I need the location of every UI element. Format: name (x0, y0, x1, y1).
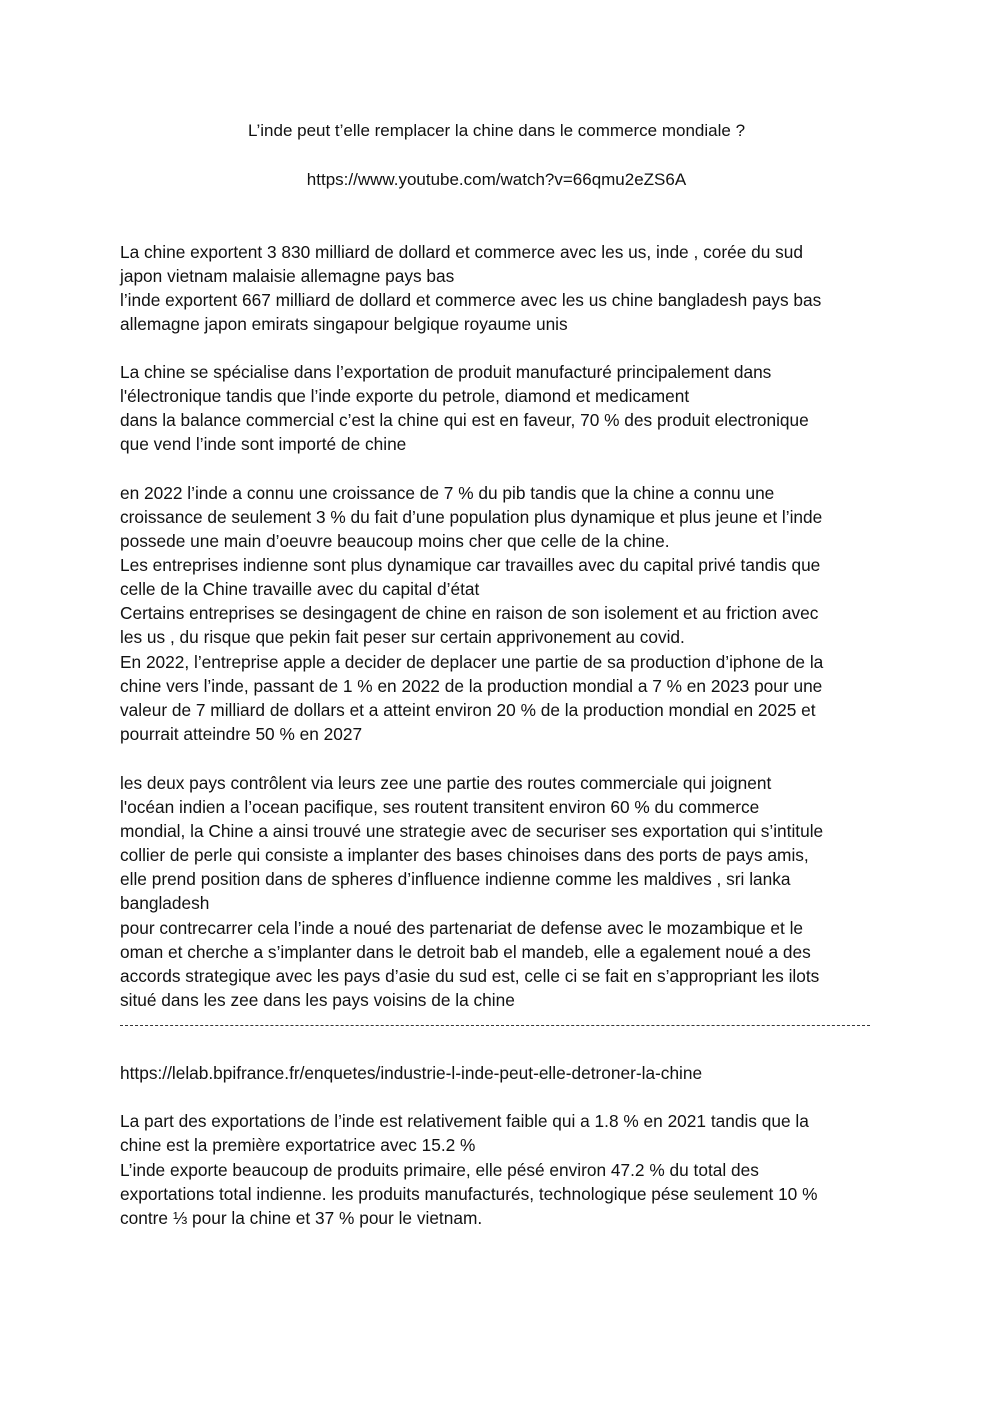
paragraph-line: dans la balance commercial c’est la chine qui est en faveur, 70 % des produit electronique (120, 410, 809, 430)
paragraph-line: les deux pays contrôlent via leurs zee une partie des routes commerciale qui joignent (120, 773, 772, 793)
paragraph-line: exportations total indienne. les produits manufacturés, technologique pése seulement 10 % (120, 1184, 818, 1204)
paragraph-line: les us , du risque que pekin fait peser sur certain apprivonement au covid. (120, 627, 685, 647)
paragraph-line: La chine se spécialise dans l’exportation de produit manufacturé principalement dans (120, 362, 772, 382)
paragraph-line: valeur de 7 milliard de dollars et a atteint environ 20 % de la production mondial en 2025 et (120, 700, 816, 720)
paragraph-line: L’inde exporte beaucoup de produits primaire, elle pésé environ 47.2 % du total des (120, 1160, 759, 1180)
paragraph-line: l'océan indien a l’ocean pacifique, ses routent transitent environ 60 % du commerce (120, 797, 760, 817)
paragraph-line: mondial, la Chine a ainsi trouvé une strategie avec de securiser ses exportation qui s’intitule (120, 821, 824, 841)
paragraph-line: celle de la Chine travaille avec du capital d’état (120, 579, 480, 599)
document-title: L’inde peut t’elle remplacer la chine dans le commerce mondiale ? (247, 121, 746, 140)
paragraph-line: bangladesh (120, 893, 210, 913)
paragraph-line: La chine exportent 3 830 milliard de dollard et commerce avec les us, inde , corée du sud (120, 242, 803, 262)
paragraph-line: l’inde exportent 667 milliard de dollard et commerce avec les us chine bangladesh pays bas (120, 290, 822, 310)
section-divider (120, 1025, 870, 1027)
paragraph-line: La part des exportations de l’inde est relativement faible qui a 1.8 % en 2021 tandis que la (120, 1111, 809, 1131)
paragraph-line: situé dans les zee dans les pays voisins de la chine (120, 990, 515, 1010)
paragraph-line: elle prend position dans de spheres d’influence indienne comme les maldives , sri lanka (120, 869, 791, 889)
paragraph-line: Les entreprises indienne sont plus dynamique car travailles avec du capital privé tandis que (120, 555, 821, 575)
paragraph-line: croissance de seulement 3 % du fait d’une population plus dynamique et plus jeune et l’inde (120, 507, 823, 527)
paragraph-line: chine vers l’inde, passant de 1 % en 2022 de la production mondial a 7 % en 2023 pour une (120, 676, 823, 696)
paragraph-line: Certains entreprises se desingagent de chine en raison de son isolement et au friction avec (120, 603, 819, 623)
paragraph-line: accords strategique avec les pays d’asie du sud est, celle ci se fait en s’appropriant les ilots (120, 966, 820, 986)
bpifrance-link[interactable]: https://lelab.bpifrance.fr/enquetes/industrie-l-inde-peut-elle-detroner-la-chine (120, 1063, 703, 1083)
paragraph-line: japon vietnam malaisie allemagne pays bas (120, 266, 455, 286)
paragraph-line: pour contrecarrer cela l’inde a noué des partenariat de defense avec le mozambique et le (120, 918, 804, 938)
paragraph-line: oman et cherche a s’implanter dans le detroit bab el mandeb, elle a egalement noué a des (120, 942, 811, 962)
youtube-link[interactable]: https://www.youtube.com/watch?v=66qmu2eZS6A (306, 170, 687, 189)
paragraph-line: l'électronique tandis que l’inde exporte du petrole, diamond et medicament (120, 386, 690, 406)
paragraph-line: contre ⅓ pour la chine et 37 % pour le vietnam. (120, 1208, 483, 1228)
paragraph-line: collier de perle qui consiste a implanter des bases chinoises dans des ports de pays amis, (120, 845, 809, 865)
paragraph-line: pourrait atteindre 50 % en 2027 (120, 724, 363, 744)
paragraph-line: allemagne japon emirats singapour belgique royaume unis (120, 314, 568, 334)
paragraph-line: possede une main d’oeuvre beaucoup moins cher que celle de la chine. (120, 531, 670, 551)
paragraph-line: en 2022 l’inde a connu une croissance de 7 % du pib tandis que la chine a connu une (120, 483, 775, 503)
paragraph-line: chine est la première exportatrice avec 15.2 % (120, 1135, 476, 1155)
paragraph-line: que vend l’inde sont importé de chine (120, 434, 407, 454)
paragraph-line: En 2022, l’entreprise apple a decider de deplacer une partie de sa production d’iphone de la (120, 652, 824, 672)
